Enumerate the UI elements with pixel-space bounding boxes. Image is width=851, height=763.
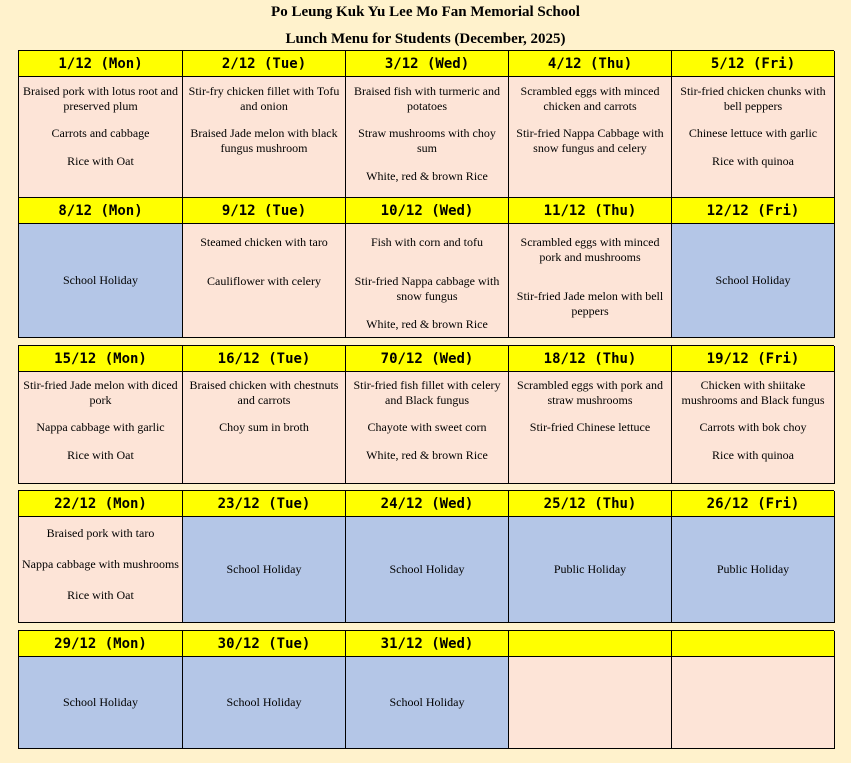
dish-item: Scrambled eggs with minced pork and mushrooms — [520, 235, 660, 264]
holiday-label: School Holiday — [63, 273, 138, 287]
holiday-label: School Holiday — [63, 695, 138, 709]
dish-item: Carrots and cabbage — [51, 126, 150, 140]
dish-item: White, red & brown Rice — [366, 448, 488, 462]
menu-cell — [19, 517, 183, 623]
dish-item: Braised pork with lotus root and preserved plum — [23, 84, 178, 113]
dish-item: Stir-fried Jade melon with diced pork — [23, 378, 178, 407]
dish-item: Fish with corn and tofu — [371, 235, 483, 249]
week-row — [18, 630, 834, 749]
holiday-cell — [19, 657, 183, 749]
dish-item: White, red & brown Rice — [366, 169, 488, 183]
menu-cell — [346, 77, 509, 217]
holiday-cell — [346, 657, 509, 749]
menu-cell — [183, 372, 346, 484]
dish-item: Stir-fried Jade melon with bell peppers — [516, 289, 664, 318]
empty-cell — [509, 657, 672, 749]
menu-cell — [183, 224, 346, 338]
day-header: 9/12 (Tue) — [183, 198, 346, 224]
day-header: 26/12 (Fri) — [672, 491, 835, 517]
day-header: 31/12 (Wed) — [346, 631, 509, 657]
holiday-cell — [672, 517, 835, 623]
dish-item: Stir-fried Nappa cabbage with snow fungus — [354, 274, 500, 303]
dish-item: Scrambled eggs with minced chicken and carrots — [520, 84, 660, 113]
dish-item: Rice with quinoa — [712, 448, 794, 462]
dish-item: Chayote with sweet corn — [367, 420, 487, 434]
day-header: 11/12 (Thu) — [509, 198, 672, 224]
holiday-label: Public Holiday — [716, 562, 790, 576]
holiday-label: Public Holiday — [553, 562, 627, 576]
day-header — [509, 631, 672, 657]
day-header: 24/12 (Wed) — [346, 491, 509, 517]
holiday-label: School Holiday — [715, 273, 791, 287]
menu-cell — [509, 372, 672, 484]
day-header: 1/12 (Mon) — [19, 51, 183, 77]
day-header: 18/12 (Thu) — [509, 346, 672, 372]
holiday-cell — [346, 517, 509, 623]
menu-cell — [672, 372, 835, 484]
menu-cell — [346, 224, 509, 338]
day-header: 23/12 (Tue) — [183, 491, 346, 517]
week-row — [18, 490, 834, 623]
day-header: 30/12 (Tue) — [183, 631, 346, 657]
menu-subtitle: Lunch Menu for Students (December, 2025) — [285, 31, 566, 47]
holiday-cell — [183, 657, 346, 749]
menu-cell — [183, 77, 346, 217]
menu-cell — [509, 77, 672, 217]
menu-cell — [19, 372, 183, 484]
dish-item: Steamed chicken with taro — [200, 235, 328, 249]
menu-cell — [19, 77, 183, 217]
dish-item: Stir-fried chicken chunks with bell peppers — [680, 84, 826, 113]
dish-item: Nappa cabbage with mushrooms — [22, 557, 179, 571]
dish-item: Carrots with bok choy — [699, 420, 807, 434]
day-header: 5/12 (Fri) — [672, 51, 835, 77]
dish-item: Straw mushrooms with choy sum — [358, 126, 496, 155]
empty-cell — [672, 657, 835, 749]
day-header: 8/12 (Mon) — [19, 198, 183, 224]
dish-item: Stir-fry chicken fillet with Tofu and onion — [188, 84, 340, 113]
day-header — [672, 631, 835, 657]
day-header: 16/12 (Tue) — [183, 346, 346, 372]
day-header: 70/12 (Wed) — [346, 346, 509, 372]
holiday-cell — [509, 517, 672, 623]
day-header: 15/12 (Mon) — [19, 346, 183, 372]
week-row — [18, 197, 834, 338]
day-header: 25/12 (Thu) — [509, 491, 672, 517]
dish-item: Stir-fried Chinese lettuce — [529, 420, 651, 434]
week-row — [18, 345, 834, 484]
holiday-label: School Holiday — [226, 562, 302, 576]
holiday-cell — [19, 224, 183, 338]
dish-item: Braised Jade melon with black fungus mushroom — [190, 126, 338, 155]
dish-item: Rice with quinoa — [712, 154, 794, 168]
dish-item: White, red & brown Rice — [366, 317, 488, 331]
holiday-cell — [672, 224, 835, 338]
day-header: 4/12 (Thu) — [509, 51, 672, 77]
dish-item: Braised pork with taro — [46, 526, 155, 540]
day-header: 12/12 (Fri) — [672, 198, 835, 224]
dish-item: Stir-fried fish fillet with celery and Black fungus — [353, 378, 501, 407]
menu-cell — [346, 372, 509, 484]
holiday-label: School Holiday — [389, 562, 465, 576]
school-title: Po Leung Kuk Yu Lee Mo Fan Memorial School — [271, 4, 580, 20]
dish-item: Cauliflower with celery — [207, 274, 321, 288]
dish-item: Braised fish with turmeric and potatoes — [354, 84, 500, 113]
holiday-cell — [183, 517, 346, 623]
dish-item: Choy sum in broth — [219, 420, 309, 434]
day-header: 2/12 (Tue) — [183, 51, 346, 77]
dish-item: Scrambled eggs with pork and straw mushrooms — [517, 378, 663, 407]
dish-item: Rice with Oat — [67, 154, 134, 168]
day-header: 10/12 (Wed) — [346, 198, 509, 224]
holiday-label: School Holiday — [389, 695, 465, 709]
day-header: 3/12 (Wed) — [346, 51, 509, 77]
dish-item: Chicken with shiitake mushrooms and Black fungus — [681, 378, 825, 407]
dish-item: Stir-fried Nappa Cabbage with snow fungus and celery — [516, 126, 664, 155]
holiday-label: School Holiday — [226, 695, 302, 709]
menu-cell — [672, 77, 835, 217]
menu-cell — [509, 224, 672, 338]
dish-item: Chinese lettuce with garlic — [688, 126, 818, 140]
dish-item: Braised chicken with chestnuts and carrots — [189, 378, 339, 407]
dish-item: Rice with Oat — [67, 588, 134, 602]
dish-item: Rice with Oat — [67, 448, 134, 462]
day-header: 19/12 (Fri) — [672, 346, 835, 372]
day-header: 29/12 (Mon) — [19, 631, 183, 657]
week-row — [18, 50, 834, 217]
dish-item: Nappa cabbage with garlic — [36, 420, 165, 434]
day-header: 22/12 (Mon) — [19, 491, 183, 517]
